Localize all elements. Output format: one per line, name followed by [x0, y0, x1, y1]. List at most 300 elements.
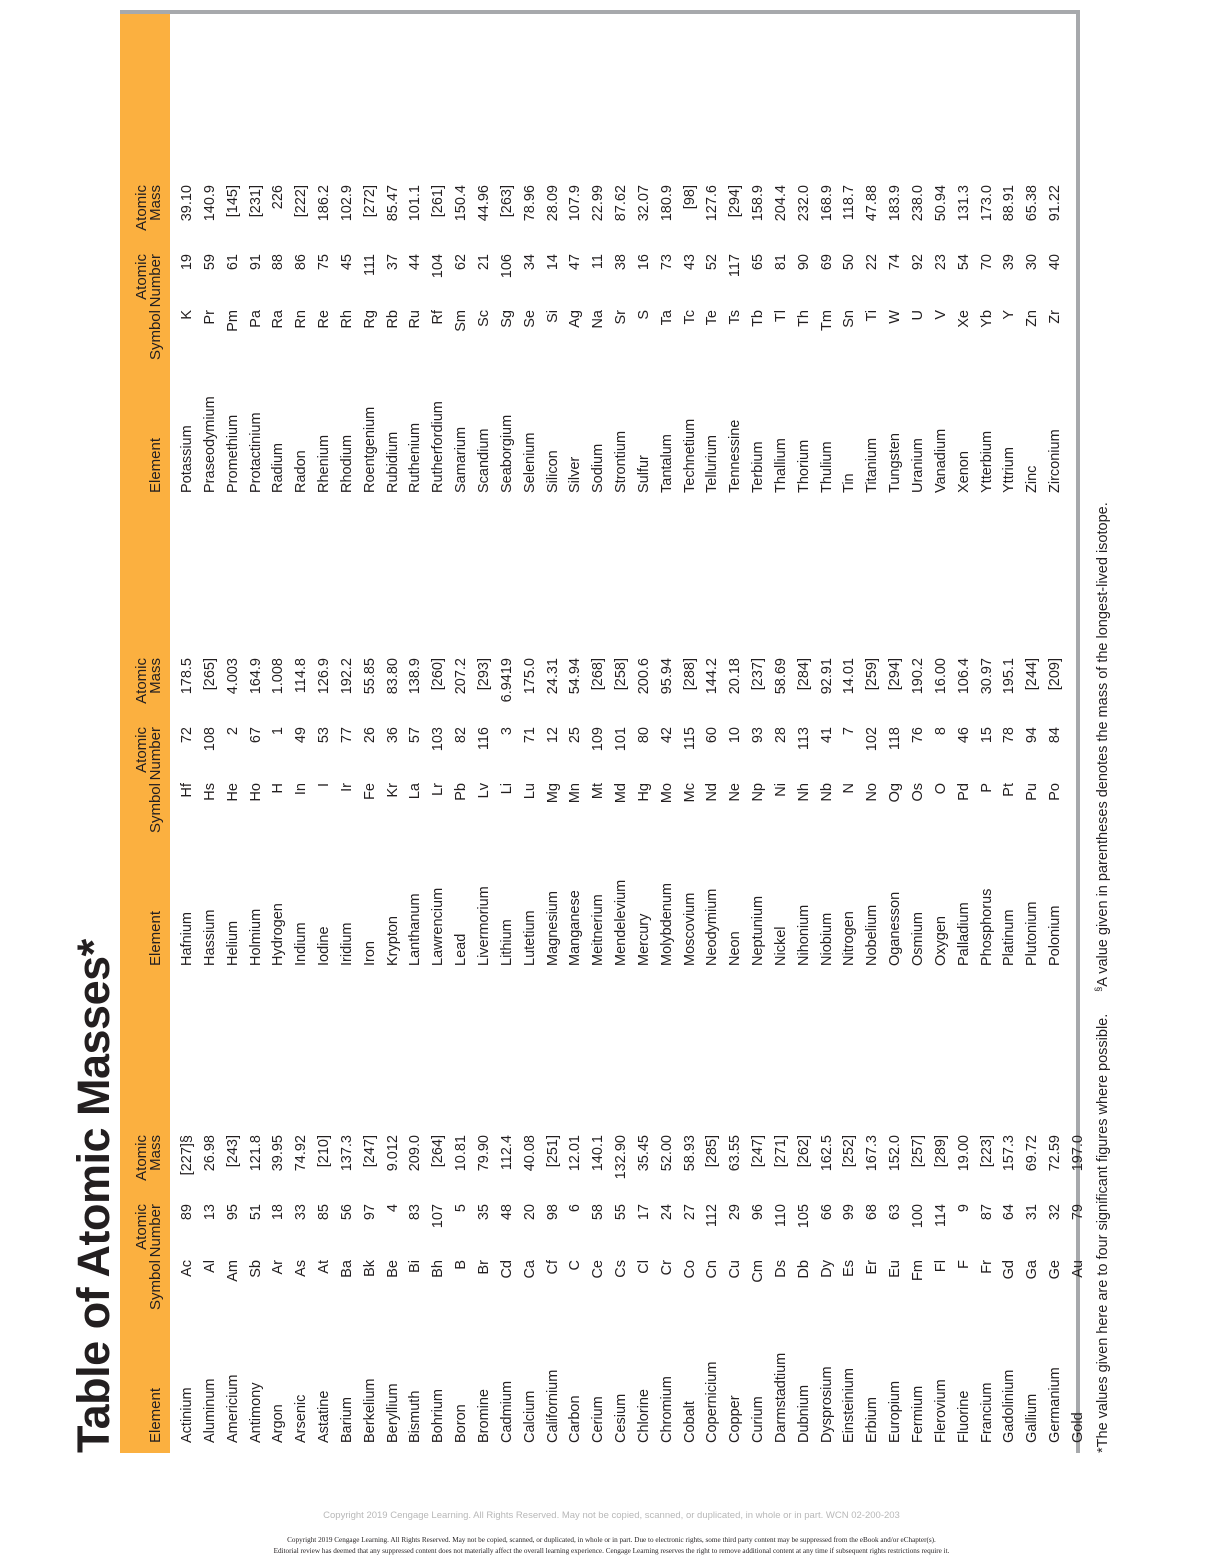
cell-symbol: Sn: [841, 310, 858, 328]
cell-element: Vanadium: [932, 428, 949, 493]
cell-symbol: Pb: [453, 783, 470, 801]
cell-atomic-number: 97: [361, 1204, 378, 1221]
cell-symbol: Po: [1047, 783, 1064, 801]
cell-element: Plutonium: [1024, 901, 1041, 966]
cell-element: Silver: [567, 456, 584, 493]
cell-element: Radium: [270, 443, 287, 493]
cell-atomic-mass: [258]: [613, 658, 630, 691]
cell-element: Dubnium: [795, 1384, 812, 1443]
cell-symbol: Hs: [201, 783, 218, 801]
cell-element: Rhenium: [316, 434, 333, 493]
cell-atomic-mass: 72.59: [1047, 1135, 1064, 1172]
cell-symbol: Cs: [613, 1260, 630, 1278]
cell-element: Nickel: [772, 926, 789, 966]
cell-atomic-number: 37: [384, 254, 401, 271]
cell-atomic-mass: 58.93: [681, 1135, 698, 1172]
cell-atomic-mass: 200.6: [635, 658, 652, 695]
cell-element: Lithium: [498, 919, 515, 966]
cell-symbol: Tb: [750, 310, 767, 327]
cell-atomic-mass: 39.95: [270, 1135, 287, 1172]
cell-element: Nobelium: [864, 904, 881, 966]
cell-atomic-mass: 35.45: [635, 1135, 652, 1172]
cell-symbol: Th: [795, 310, 812, 327]
cell-atomic-mass: 95.94: [658, 658, 675, 695]
cell-atomic-number: 52: [704, 254, 721, 271]
cell-element: Darmstadtium: [772, 1352, 789, 1443]
cell-element: Bohrium: [430, 1389, 447, 1443]
cell-atomic-number: 56: [338, 1204, 355, 1221]
cell-atomic-mass: 22.99: [590, 185, 607, 222]
cell-symbol: Ds: [772, 1260, 789, 1278]
header-atomic-mass: [120, 1135, 170, 1195]
cell-atomic-mass: [257]: [910, 1135, 926, 1168]
cell-symbol: La: [407, 783, 424, 800]
cell-element: Iodine: [316, 926, 333, 966]
cell-atomic-mass: 204.4: [772, 185, 789, 222]
cell-symbol: Ra: [270, 310, 287, 329]
cell-symbol: Nd: [704, 783, 721, 802]
cell-symbol: C: [567, 1260, 584, 1271]
cell-symbol: Cm: [750, 1260, 767, 1283]
cell-atomic-number: 42: [658, 727, 675, 744]
cell-atomic-number: 102: [864, 727, 881, 752]
cell-atomic-number: 3: [498, 727, 515, 736]
cell-element: Holmium: [247, 908, 264, 966]
cell-element: Antimony: [247, 1382, 264, 1443]
cell-element: Thulium: [818, 441, 835, 493]
cell-atomic-number: 41: [818, 727, 835, 744]
cell-atomic-mass: 144.2: [704, 658, 721, 695]
cell-symbol: Rg: [361, 310, 378, 329]
cell-element: Bromine: [475, 1389, 492, 1443]
cell-symbol: Re: [316, 310, 333, 329]
cell-symbol: Ho: [247, 783, 264, 802]
cell-atomic-number: 61: [224, 254, 241, 271]
cell-atomic-mass: 24.31: [544, 658, 561, 695]
cell-atomic-mass: 26.98: [201, 1135, 218, 1172]
cell-symbol: In: [293, 783, 310, 796]
cell-atomic-mass: 30.97: [978, 658, 995, 695]
cell-symbol: Ge: [1047, 1260, 1064, 1280]
cell-element: Hydrogen: [270, 903, 287, 966]
cell-atomic-number: 116: [475, 727, 492, 751]
cell-symbol: Tc: [681, 310, 698, 325]
cell-element: Xenon: [955, 451, 972, 493]
cell-symbol: Zn: [1024, 310, 1041, 327]
cell-element: Platinum: [1001, 909, 1018, 966]
cell-atomic-number: 106: [498, 254, 515, 279]
header-symbol: Symbol: [147, 783, 164, 834]
cell-element: Aluminum: [201, 1378, 218, 1443]
cell-atomic-number: 117: [727, 254, 744, 278]
header-symbol: Symbol: [147, 1260, 164, 1311]
cell-symbol: Nh: [795, 783, 812, 802]
cell-symbol: Mc: [681, 783, 698, 803]
cell-symbol: H: [270, 783, 287, 794]
cell-atomic-number: 23: [932, 254, 949, 271]
cell-element: Rhodium: [338, 434, 355, 493]
cell-atomic-mass: [260]: [430, 658, 447, 691]
cell-element: Tin: [841, 473, 858, 493]
cell-symbol: Fr: [978, 1260, 995, 1274]
cell-symbol: Eu: [887, 1260, 904, 1278]
cell-symbol: Bh: [430, 1260, 447, 1278]
cell-atomic-number: 21: [475, 254, 492, 271]
cell-atomic-number: 9: [955, 1204, 972, 1213]
cell-atomic-mass: [285]: [704, 1135, 721, 1168]
cell-symbol: No: [864, 783, 881, 802]
cell-element: Samarium: [453, 426, 470, 493]
cell-atomic-mass: 175.0: [521, 658, 538, 695]
header-atomic-mass-line: Atomic: [133, 1135, 150, 1181]
cell-atomic-mass: [223]: [978, 1135, 995, 1168]
cell-atomic-number: 47: [567, 254, 584, 271]
cell-atomic-number: 1: [270, 727, 287, 736]
cell-atomic-number: 44: [407, 254, 424, 271]
cell-atomic-number: 105: [795, 1204, 812, 1229]
cell-element: Meitnerium: [590, 894, 607, 966]
cell-element: Roentgenium: [361, 406, 378, 493]
cell-atomic-mass: 69.72: [1024, 1135, 1041, 1172]
cell-atomic-mass: 152.0: [887, 1135, 904, 1172]
cell-symbol: Ac: [179, 1260, 195, 1277]
cell-element: Lanthanum: [407, 893, 424, 966]
cell-element: Palladium: [955, 902, 972, 966]
cell-symbol: Er: [864, 1260, 881, 1275]
cell-atomic-number: 8: [932, 727, 949, 736]
cell-atomic-mass: 157.3: [1001, 1135, 1018, 1172]
cell-atomic-number: 2: [224, 727, 241, 736]
cell-atomic-mass: 168.9: [818, 185, 835, 222]
cell-element: Calcium: [521, 1390, 538, 1443]
cell-symbol: Pu: [1024, 783, 1041, 801]
cell-atomic-mass: 106.4: [955, 658, 972, 695]
cell-atomic-number: 104: [430, 254, 447, 279]
cell-element: Scandium: [475, 428, 492, 493]
cell-atomic-mass: 14.01: [841, 658, 858, 695]
cell-element: Zirconium: [1047, 429, 1064, 493]
cell-symbol: Sg: [498, 310, 515, 328]
cell-atomic-mass: 101.1: [407, 185, 424, 222]
cell-symbol: Br: [475, 1260, 492, 1275]
cell-atomic-number: 25: [567, 727, 584, 744]
cell-atomic-number: 88: [270, 254, 287, 271]
cell-element: Hafnium: [179, 912, 195, 966]
cell-atomic-number: 57: [407, 727, 424, 744]
cell-atomic-mass: 232.0: [795, 185, 812, 222]
cell-atomic-number: 68: [864, 1204, 881, 1221]
cell-symbol: Np: [750, 783, 767, 802]
cell-symbol: I: [316, 783, 333, 788]
cell-symbol: Pt: [1001, 783, 1018, 797]
cell-element: Krypton: [384, 916, 401, 966]
cell-atomic-mass: 20.18: [727, 658, 744, 695]
cell-atomic-number: 22: [864, 254, 881, 271]
cell-atomic-number: 31: [1024, 1204, 1041, 1221]
cell-atomic-mass: 226: [270, 185, 287, 210]
cell-atomic-mass: 183.9: [887, 185, 904, 222]
cell-atomic-mass: 107.9: [567, 185, 584, 222]
cell-atomic-number: 48: [498, 1204, 515, 1221]
cell-atomic-mass: [247]: [361, 1135, 378, 1168]
cell-atomic-mass: 238.0: [910, 185, 926, 222]
cell-atomic-mass: 195.1: [1001, 658, 1018, 695]
cell-atomic-number: 101: [613, 727, 630, 752]
cell-atomic-number: 110: [772, 1204, 789, 1228]
header-atomic-number-line: Number: [147, 1204, 164, 1258]
cell-element: Zinc: [1024, 465, 1041, 493]
cell-element: Strontium: [613, 430, 630, 493]
footnote-isotope: A value given in parentheses denotes the mass of the longest-lived isotope.: [1095, 502, 1111, 987]
cell-atomic-number: 16: [635, 254, 652, 271]
cell-atomic-mass: 126.9: [316, 658, 333, 695]
cell-atomic-mass: 87.62: [613, 185, 630, 222]
cell-element: Hassium: [201, 909, 218, 966]
cell-element: Carbon: [567, 1395, 584, 1443]
cell-atomic-mass: 40.08: [521, 1135, 538, 1172]
cell-atomic-mass: 137.3: [338, 1135, 355, 1172]
cell-atomic-number: 85: [316, 1204, 333, 1221]
cell-atomic-number: 67: [247, 727, 264, 744]
header-atomic-mass-line: Mass: [147, 1135, 164, 1171]
cell-element: Cerium: [590, 1396, 607, 1443]
cell-atomic-number: 33: [293, 1204, 310, 1221]
cell-element: Chlorine: [635, 1389, 652, 1443]
cell-symbol: Ir: [338, 783, 355, 792]
cell-atomic-mass: 44.96: [475, 185, 492, 222]
cell-atomic-mass: 140.9: [201, 185, 218, 222]
cell-element: Indium: [293, 922, 310, 966]
cell-atomic-number: 86: [293, 254, 310, 271]
footnotes: [1089, 480, 1112, 1453]
cell-atomic-number: 112: [704, 1204, 721, 1228]
cell-atomic-mass: [145]: [224, 185, 241, 218]
cell-atomic-mass: 55.85: [361, 658, 378, 695]
cell-atomic-mass: 190.2: [910, 658, 926, 695]
cell-atomic-number: 111: [361, 254, 378, 277]
cell-atomic-number: 35: [475, 1204, 492, 1221]
cell-element: Lead: [453, 933, 470, 966]
cell-atomic-number: 113: [795, 727, 812, 751]
cell-symbol: Hg: [635, 783, 652, 802]
cell-atomic-mass: [259]: [864, 658, 881, 691]
cell-atomic-number: 70: [978, 254, 995, 271]
cell-atomic-number: 43: [681, 254, 698, 271]
cell-element: Barium: [338, 1397, 355, 1443]
cell-atomic-number: 7: [841, 727, 858, 736]
footnote-significant-figures: *The values given here are to four significant figures where possible.: [1095, 1013, 1111, 1453]
cell-atomic-number: 32: [1047, 1204, 1064, 1221]
header-element: Element: [147, 910, 164, 966]
cell-symbol: Si: [544, 310, 561, 323]
cell-atomic-number: 15: [978, 727, 995, 744]
cell-symbol: He: [224, 783, 241, 802]
cell-atomic-number: 99: [841, 1204, 858, 1221]
cell-atomic-mass: [209]: [1047, 658, 1064, 691]
cell-atomic-mass: [294]: [727, 185, 744, 218]
cell-atomic-number: 92: [910, 254, 926, 271]
cell-symbol: Dy: [818, 1260, 835, 1278]
cell-atomic-mass: 186.2: [316, 185, 333, 222]
cell-element: Berkelium: [361, 1378, 378, 1443]
cell-atomic-number: 29: [727, 1204, 744, 1221]
cell-symbol: Rb: [384, 310, 401, 329]
cell-symbol: Bk: [361, 1260, 378, 1277]
cell-element: Iron: [361, 941, 378, 966]
cell-atomic-number: 46: [955, 727, 972, 744]
cell-atomic-mass: 32.07: [635, 185, 652, 222]
cell-atomic-mass: 1.008: [270, 658, 287, 695]
cell-atomic-number: 38: [613, 254, 630, 271]
cell-atomic-mass: [251]: [544, 1135, 561, 1168]
cell-element: Mercury: [635, 913, 652, 966]
cell-element: Silicon: [544, 450, 561, 493]
cell-atomic-number: 36: [384, 727, 401, 744]
cell-element: Fluorine: [955, 1390, 972, 1443]
cell-atomic-mass: 83.80: [384, 658, 401, 695]
cell-element: Beryllium: [384, 1383, 401, 1443]
cell-element: Technetium: [681, 418, 698, 493]
cell-element: Francium: [978, 1382, 995, 1443]
cell-symbol: Cn: [704, 1260, 721, 1279]
header-atomic-number-line: Number: [147, 254, 164, 308]
cell-atomic-number: 115: [681, 727, 698, 751]
cell-atomic-number: 76: [910, 727, 926, 744]
cell-atomic-mass: 10.81: [453, 1135, 470, 1172]
page-title: Table of Atomic Masses*: [68, 939, 119, 1453]
header-atomic-number-line: Atomic: [133, 727, 150, 773]
cell-atomic-mass: [222]: [293, 185, 310, 218]
cell-element: Flerovium: [932, 1379, 949, 1443]
cell-atomic-number: 59: [201, 254, 218, 271]
cell-atomic-mass: 65.38: [1024, 185, 1041, 222]
cell-atomic-number: 83: [407, 1204, 424, 1221]
cell-symbol: V: [932, 310, 949, 320]
cell-element: Einsteinium: [841, 1368, 858, 1443]
cell-atomic-number: 77: [338, 727, 355, 744]
cell-atomic-mass: 74.92: [293, 1135, 310, 1172]
cell-symbol: Pr: [201, 310, 218, 325]
cell-element: Neptunium: [750, 895, 767, 966]
cell-element: Cesium: [613, 1393, 630, 1443]
cell-symbol: Bi: [407, 1260, 424, 1273]
cell-element: Astatine: [316, 1390, 333, 1443]
cell-symbol: Cf: [544, 1260, 561, 1275]
cell-atomic-mass: 131.3: [955, 185, 972, 222]
cell-atomic-number: 109: [590, 727, 607, 752]
cell-atomic-mass: 39.10: [179, 185, 195, 222]
cell-atomic-mass: [261]: [430, 185, 447, 218]
cell-symbol: Se: [521, 310, 538, 328]
cell-element: Nihonium: [795, 904, 812, 966]
cell-atomic-mass: 9.012: [384, 1135, 401, 1172]
cell-atomic-mass: [227]§: [179, 1135, 195, 1176]
cell-atomic-mass: [210]: [316, 1135, 333, 1168]
cell-atomic-number: 51: [247, 1204, 264, 1221]
cell-atomic-mass: 164.9: [247, 658, 264, 695]
cell-symbol: Ts: [727, 310, 744, 325]
cell-atomic-number: 74: [887, 254, 904, 271]
cell-element: Cobalt: [681, 1401, 698, 1443]
copyright-line-2: Editorial review has deemed that any suppressed content does not materially affect the overall learning experience. Cengage Learning reserves the right to remove additional content at any time if subsequent rights restrictions require it.: [273, 1547, 950, 1555]
cell-symbol: Sm: [453, 310, 470, 332]
cell-atomic-mass: [263]: [498, 185, 515, 218]
cell-atomic-number: 60: [704, 727, 721, 744]
cell-atomic-number: 95: [224, 1204, 241, 1221]
cell-atomic-number: 66: [818, 1204, 835, 1221]
cell-symbol: Lu: [521, 783, 538, 800]
cell-symbol: Kr: [384, 783, 401, 798]
cell-element: Copernicium: [704, 1361, 721, 1443]
cell-atomic-number: 28: [772, 727, 789, 744]
cell-atomic-number: 55: [613, 1204, 630, 1221]
cell-element: Nitrogen: [841, 911, 858, 966]
cell-atomic-mass: 132.90: [613, 1135, 630, 1180]
cell-element: Ruthenium: [407, 422, 424, 493]
cell-symbol: Og: [887, 783, 904, 803]
cell-symbol: Pa: [247, 310, 264, 328]
cell-element: Protactinium: [247, 412, 264, 493]
cell-atomic-number: 64: [1001, 1204, 1018, 1221]
cell-symbol: Mo: [658, 783, 675, 804]
cell-atomic-mass: 138.9: [407, 658, 424, 695]
header-atomic-number-line: Number: [147, 727, 164, 781]
cell-atomic-mass: [284]: [795, 658, 812, 691]
header-atomic-number: [120, 254, 170, 308]
cell-element: Polonium: [1047, 905, 1064, 966]
cell-symbol: Te: [704, 310, 721, 326]
header-atomic-mass-line: Mass: [147, 658, 164, 694]
cell-symbol: Ba: [338, 1260, 355, 1278]
cell-atomic-number: 72: [179, 727, 195, 744]
cell-atomic-number: 11: [590, 254, 607, 270]
cell-atomic-mass: [247]: [750, 1135, 767, 1168]
header-symbol: Symbol: [147, 310, 164, 361]
cell-element: Boron: [453, 1404, 470, 1443]
cell-element: Germanium: [1047, 1367, 1064, 1443]
cell-atomic-number: 82: [453, 727, 470, 744]
cell-atomic-number: 65: [750, 254, 767, 271]
cell-symbol: Ru: [407, 310, 424, 329]
cell-atomic-mass: 6.9419: [498, 658, 515, 703]
cell-symbol: S: [635, 310, 652, 320]
cell-element: Thorium: [795, 439, 812, 493]
cell-element: Sodium: [590, 443, 607, 493]
cell-symbol: N: [841, 783, 858, 794]
cell-atomic-number: 19: [179, 254, 195, 271]
cell-element: Rubidium: [384, 431, 401, 493]
cell-element: Uranium: [910, 438, 926, 493]
cell-element: Radon: [293, 450, 310, 493]
cell-symbol: Na: [590, 310, 607, 329]
cell-atomic-mass: [294]: [887, 658, 904, 691]
cell-symbol: Fl: [932, 1260, 949, 1273]
cell-element: Phosphorus: [978, 888, 995, 966]
cell-element: Rutherfordium: [430, 401, 447, 493]
cell-atomic-mass: [289]: [932, 1135, 949, 1168]
cell-symbol: Lv: [475, 783, 492, 799]
cell-atomic-mass: 12.01: [567, 1135, 584, 1172]
cell-atomic-number: 30: [1024, 254, 1041, 271]
cell-atomic-mass: [265]: [201, 658, 218, 691]
cell-symbol: Ga: [1024, 1260, 1041, 1280]
cell-element: Mendelevium: [613, 879, 630, 966]
cell-atomic-number: 107: [430, 1204, 447, 1229]
cell-symbol: Gd: [1001, 1260, 1018, 1280]
cell-atomic-mass: [264]: [430, 1135, 447, 1168]
cell-symbol: Ni: [772, 783, 789, 797]
cell-atomic-mass: 16.00: [932, 658, 949, 695]
